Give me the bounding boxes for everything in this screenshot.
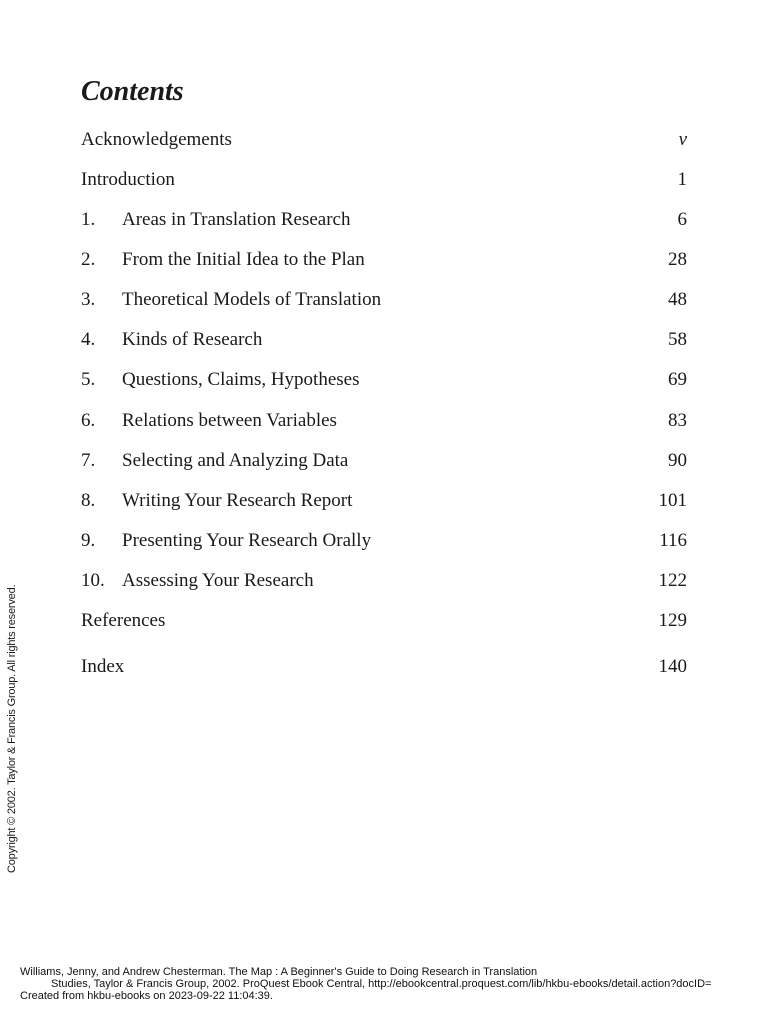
toc-entry-page: 122 [658, 570, 687, 591]
toc-entry-title: Theoretical Models of Translation [122, 289, 382, 310]
citation-footer [20, 966, 768, 1002]
toc-entry-title: Assessing Your Research [122, 570, 314, 591]
toc-entry-title: Selecting and Analyzing Data [122, 450, 349, 471]
toc-entry-number: 6. [81, 410, 96, 431]
toc-entry-title: Kinds of Research [122, 329, 263, 350]
toc-entry-number: 3. [81, 289, 96, 310]
toc-entry-number: 2. [81, 249, 96, 270]
toc-entry-title: Presenting Your Research Orally [122, 530, 372, 551]
toc-entry-title: References [81, 610, 166, 631]
toc-entry-number: 1. [81, 209, 96, 230]
toc-entry-chapter-8 [81, 488, 687, 514]
toc-entry-page: 6 [677, 209, 687, 230]
citation-line-1: Williams, Jenny, and Andrew Chesterman. The Map : A Beginner's Guide to Doing Research in Translation [20, 966, 538, 978]
toc-entry-title: Writing Your Research Report [122, 490, 353, 511]
toc-entry-title: Introduction [81, 169, 175, 190]
toc-entry-page: 129 [658, 610, 687, 631]
toc-entry-page: 58 [668, 329, 687, 350]
toc-entry-page: 140 [658, 656, 687, 677]
toc-entry-number: 9. [81, 530, 96, 551]
citation-line-2: Studies, Taylor & Francis Group, 2002. ProQuest Ebook Central, http://ebookcentral.proquest.com/lib/hkbu-ebooks/detail.action?docID= [51, 978, 712, 990]
toc-entry-chapter-6 [81, 408, 687, 434]
toc-entry-page: 28 [668, 249, 687, 270]
toc-entry-page: 1 [677, 169, 687, 190]
toc-entry-number: 10. [81, 570, 105, 591]
toc-entry-title: Relations between Variables [122, 410, 337, 431]
citation-line-3: Created from hkbu-ebooks on 2023-09-22 11:04:39. [20, 990, 273, 1002]
toc-entry-chapter-2 [81, 247, 687, 273]
toc-entry-title: Acknowledgements [81, 129, 232, 150]
toc-entry-page: 48 [668, 289, 687, 310]
toc-entry-references [81, 608, 687, 634]
toc-entry-page: 83 [668, 410, 687, 431]
toc-entry-page: 116 [659, 530, 687, 551]
toc-entry-number: 4. [81, 329, 96, 350]
toc-entry-page: 69 [668, 369, 687, 390]
toc-entry-introduction [81, 167, 687, 193]
toc-entry-page: v [678, 129, 687, 150]
toc-entry-title: Questions, Claims, Hypotheses [122, 369, 360, 390]
toc-entry-chapter-3 [81, 287, 687, 313]
toc-entry-number: 7. [81, 450, 96, 471]
toc-entry-chapter-4 [81, 327, 687, 353]
copyright-notice: Copyright © 2002. Taylor & Francis Group. All rights reserved. [6, 584, 18, 873]
toc-entry-title: From the Initial Idea to the Plan [122, 249, 365, 270]
toc-entry-number: 8. [81, 490, 96, 511]
toc-entry-chapter-5 [81, 367, 687, 393]
toc-entry-chapter-10 [81, 568, 687, 594]
toc-entry-chapter-7 [81, 448, 687, 474]
toc-entry-title: Areas in Translation Research [122, 209, 351, 230]
page-title: Contents [81, 76, 184, 107]
toc-entry-page: 101 [658, 490, 687, 511]
toc-entry-index [81, 654, 687, 680]
toc-entry-page: 90 [668, 450, 687, 471]
toc-entry-number: 5. [81, 369, 96, 390]
toc-entry-title: Index [81, 656, 125, 677]
toc-entry-chapter-9 [81, 528, 687, 554]
toc-entry-acknowledgements [81, 127, 687, 153]
toc-entry-chapter-1 [81, 207, 687, 233]
